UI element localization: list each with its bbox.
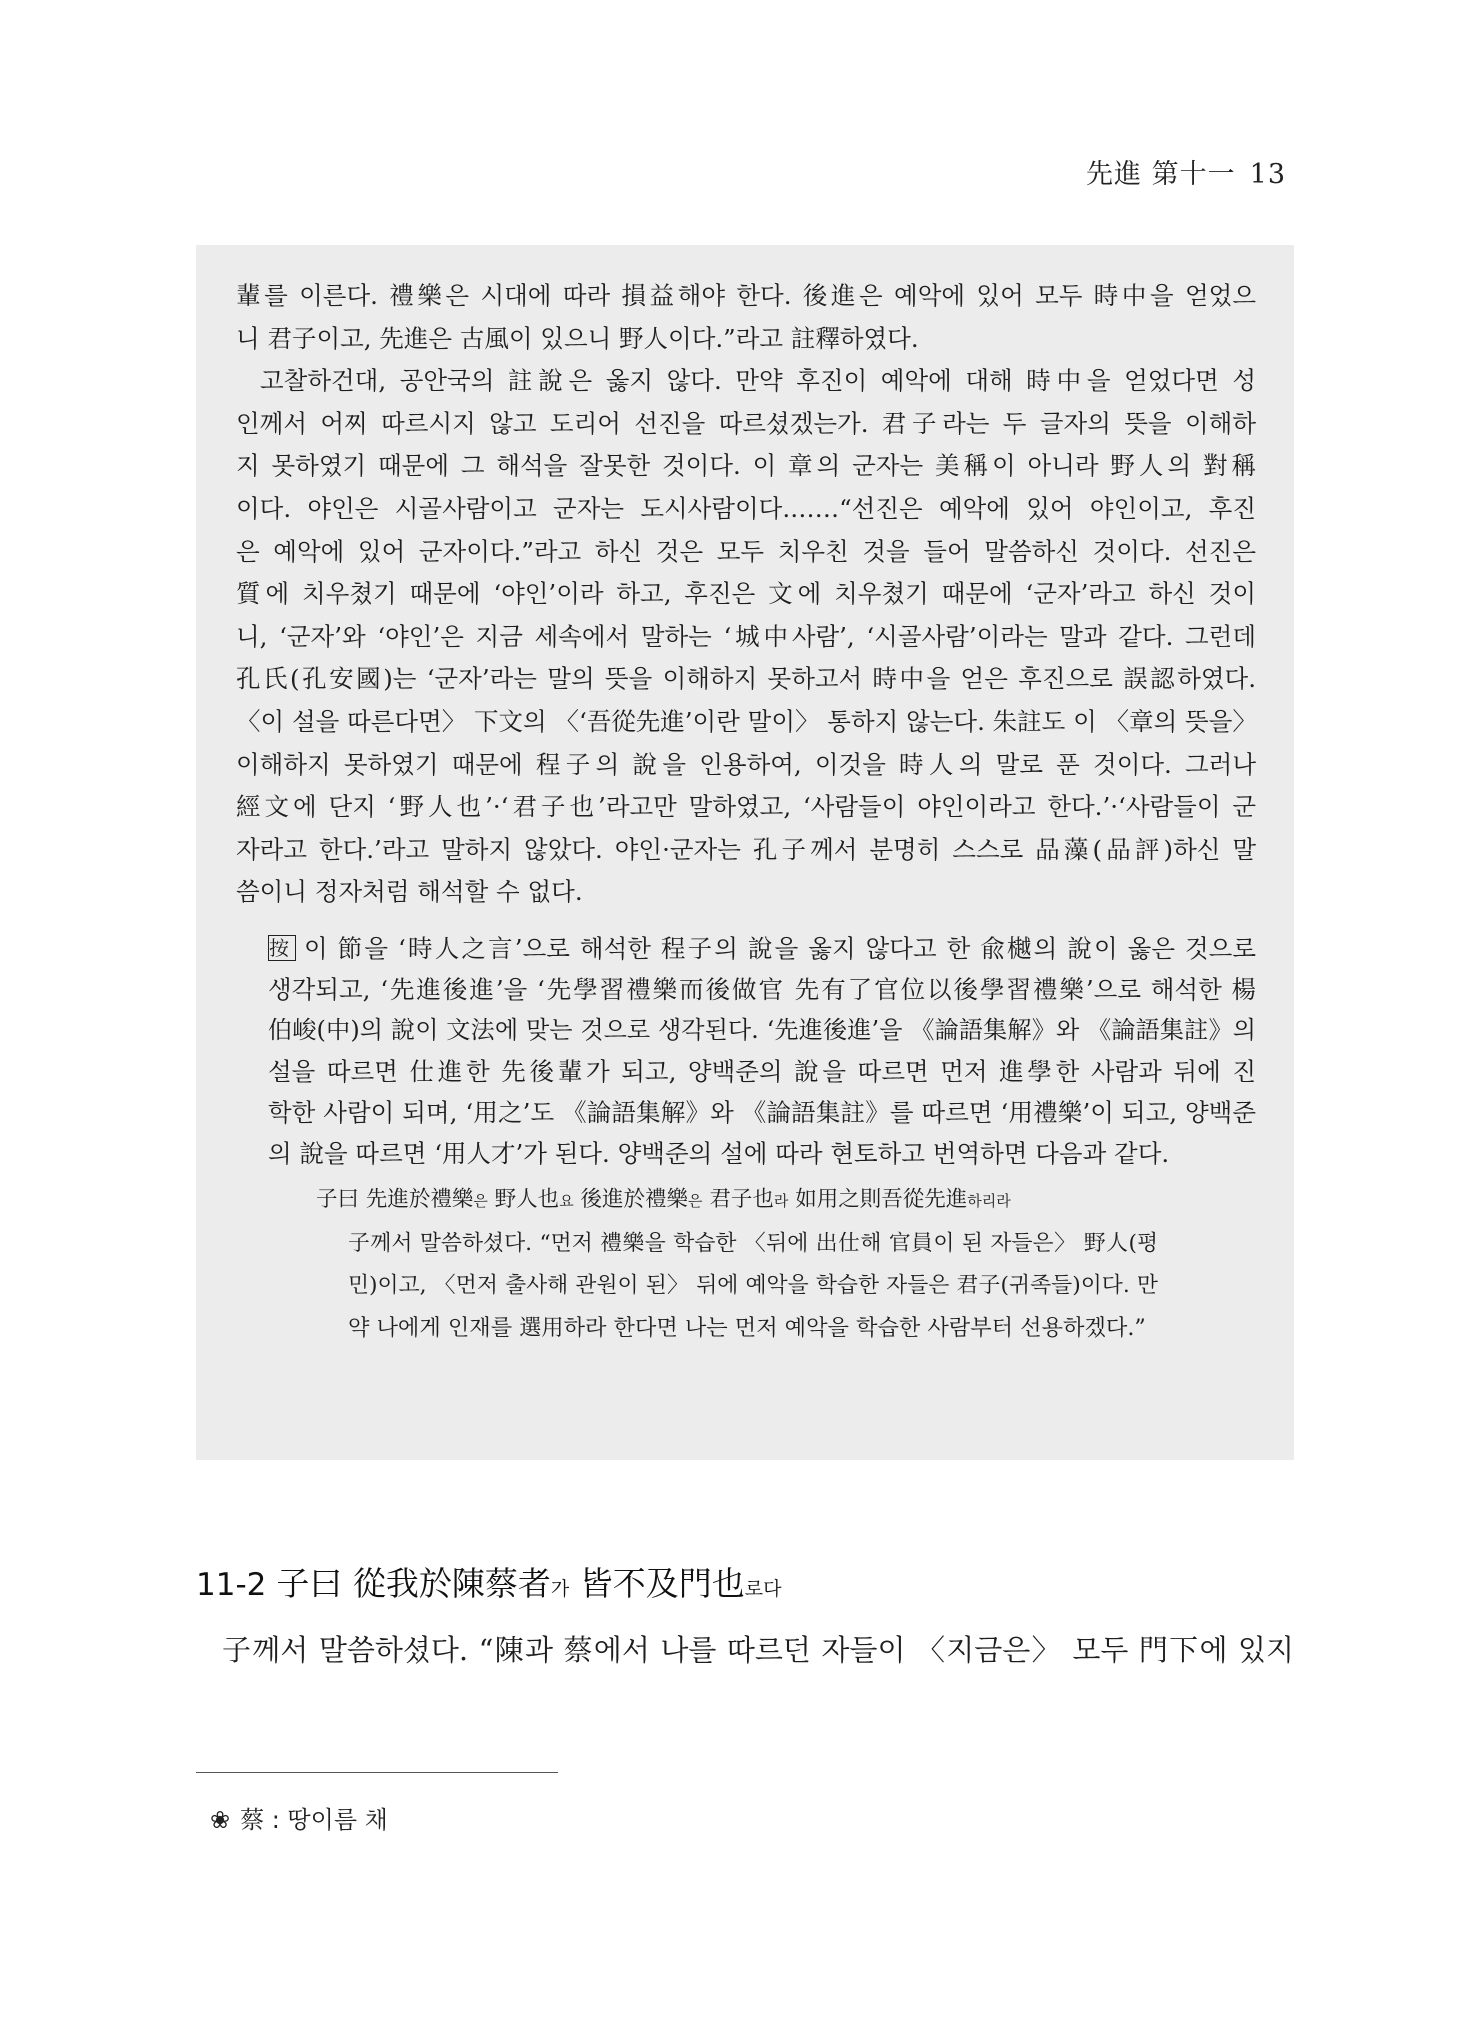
text-line: 이해하지 못하였기 때문에 程子의 說을 인용하여, 이것을 時人의 말로 푼 것이다. 그러나 (236, 749, 1256, 779)
note-first-line: 이 節을 ‘時人之言’으로 해석한 程子의 說을 옳지 않다고 한 兪樾의 說이 옳은 것으로 (304, 933, 1256, 963)
text-line: 輩를 이른다. 禮樂은 시대에 따라 損益해야 한다. 後進은 예악에 있어 모두 時中을 얻었으 (236, 281, 1256, 310)
text-line: 經文에 단지 ‘野人也’·‘君子也’라고만 말하였고, ‘사람들이 야인이라고 한다.’·‘사람들이 군 (236, 792, 1256, 822)
text-line: 고찰하건대, 공안국의 註說은 옳지 않다. 만약 후진이 예악에 대해 時中을 얻었다면 성 (260, 366, 1256, 396)
commentary-box (196, 245, 1294, 1460)
text-line: 약 나에게 인재를 選用하라 한다면 나는 먼저 예악을 학습한 사람부터 선용하겠다.” (348, 1314, 1146, 1341)
text-line (268, 928, 1256, 969)
footnote-divider (196, 1772, 558, 1773)
footnote-text: 蔡 : 땅이름 채 (240, 1806, 388, 1834)
page-number: 13 (1249, 159, 1286, 190)
quote-translation (316, 1223, 1158, 1349)
text-line: 지 못하였기 때문에 그 해석을 잘못한 것이다. 이 章의 군자는 美稱이 아니라 野人의 對稱 (236, 451, 1256, 481)
editor-note (236, 928, 1256, 1349)
text-line: 학한 사람이 되며, ‘用之’도 《論語集解》와 《論語集註》를 따르면 ‘用禮樂’이 되고, 양백준 (268, 1097, 1256, 1127)
classical-quote (268, 1180, 1256, 1349)
text-line: 설을 따르면 仕進한 先後輩가 되고, 양백준의 說을 따르면 먼저 進學한 사람과 뒤에 진 (268, 1056, 1256, 1086)
section-translation: 子께서 말씀하셨다. “陳과 蔡에서 나를 따르던 자들이 〈지금은〉 모두 門下에 있지 (222, 1633, 1294, 1667)
section-number: 11-2 (196, 1567, 267, 1603)
flower-icon: ❀ (210, 1806, 231, 1834)
commentary-paragraph-1 (236, 275, 1256, 360)
text-line: 은 예악에 있어 군자이다.”라고 하신 것은 모두 치우친 것을 들어 말씀하신 것이다. 선진은 (236, 536, 1256, 566)
running-header (1086, 152, 1286, 191)
text-line: 인께서 어찌 따르시지 않고 도리어 선진을 따르셨겠는가. 君子라는 두 글자의 뜻을 이해하 (236, 408, 1256, 438)
chapter-title: 先進 第十一 (1086, 159, 1236, 190)
text-line: 質에 치우쳤기 때문에 ‘야인’이라 하고, 후진은 文에 치우쳤기 때문에 ‘군자’라고 하신 것이 (236, 579, 1256, 609)
text-line: 자라고 한다.’라고 말하지 않았다. 야인·군자는 孔子께서 분명히 스스로 品藻(品評)하신 말 (236, 834, 1256, 864)
text-line: 의 說을 따르면 ‘用人才’가 된다. 양백준의 설에 따라 현토하고 번역하면 다음과 같다. (268, 1138, 1170, 1168)
text-line: 孔氏(孔安國)는 ‘군자’라는 말의 뜻을 이해하지 못하고서 時中을 얻은 후진으로 誤認하였다. (236, 664, 1256, 694)
text-line: 伯峻(中)의 說이 文法에 맞는 것으로 생각된다. ‘先進後進’을 《論語集解》와 《論語集註》의 (268, 1015, 1256, 1044)
commentary-paragraph-2 (236, 360, 1256, 914)
text-line: 민)이고, 〈먼저 출사해 관원이 된〉 뒤에 예악을 학습한 자들은 君子(귀족들)이다. 만 (348, 1272, 1158, 1298)
note-mark-icon: 按 (268, 935, 296, 961)
footnote (210, 1800, 388, 1835)
text-line: 씀이니 정자처럼 해석할 수 없다. (236, 877, 583, 907)
text-line: 〈이 설을 따른다면〉 下文의 〈‘吾從先進’이란 말이〉 통하지 않는다. 朱註도 이 〈章의 뜻을〉 (236, 706, 1257, 736)
text-line: 생각되고, ‘先進後進’을 ‘先學習禮樂而後做官 先有了官位以後學習禮樂’으로 해석한 楊 (268, 974, 1256, 1004)
section-heading (196, 1558, 781, 1605)
section-original-text: 子曰 從我於陳蔡者가 皆不及門也로다 (276, 1564, 782, 1603)
text-line: 니, ‘군자’와 ‘야인’은 지금 세속에서 말하는 ‘城中사람’, ‘시골사람’이라는 말과 같다. 그런데 (236, 621, 1256, 651)
text-line: 子께서 말씀하셨다. “먼저 禮樂을 학습한 〈뒤에 出仕해 官員이 된 자들은〉 野人(평 (348, 1230, 1158, 1256)
text-line: 니 君子이고, 先進은 古風이 있으니 野人이다.”라고 註釋하였다. (236, 323, 919, 353)
quote-original-text: 子曰 先進於禮樂은 野人也요 後進於禮樂은 君子也라 如用之則吾從先進하리라 (316, 1186, 1011, 1212)
text-line: 이다. 야인은 시골사람이고 군자는 도시사람이다.……“선진은 예악에 있어 야인이고, 후진 (236, 493, 1256, 523)
